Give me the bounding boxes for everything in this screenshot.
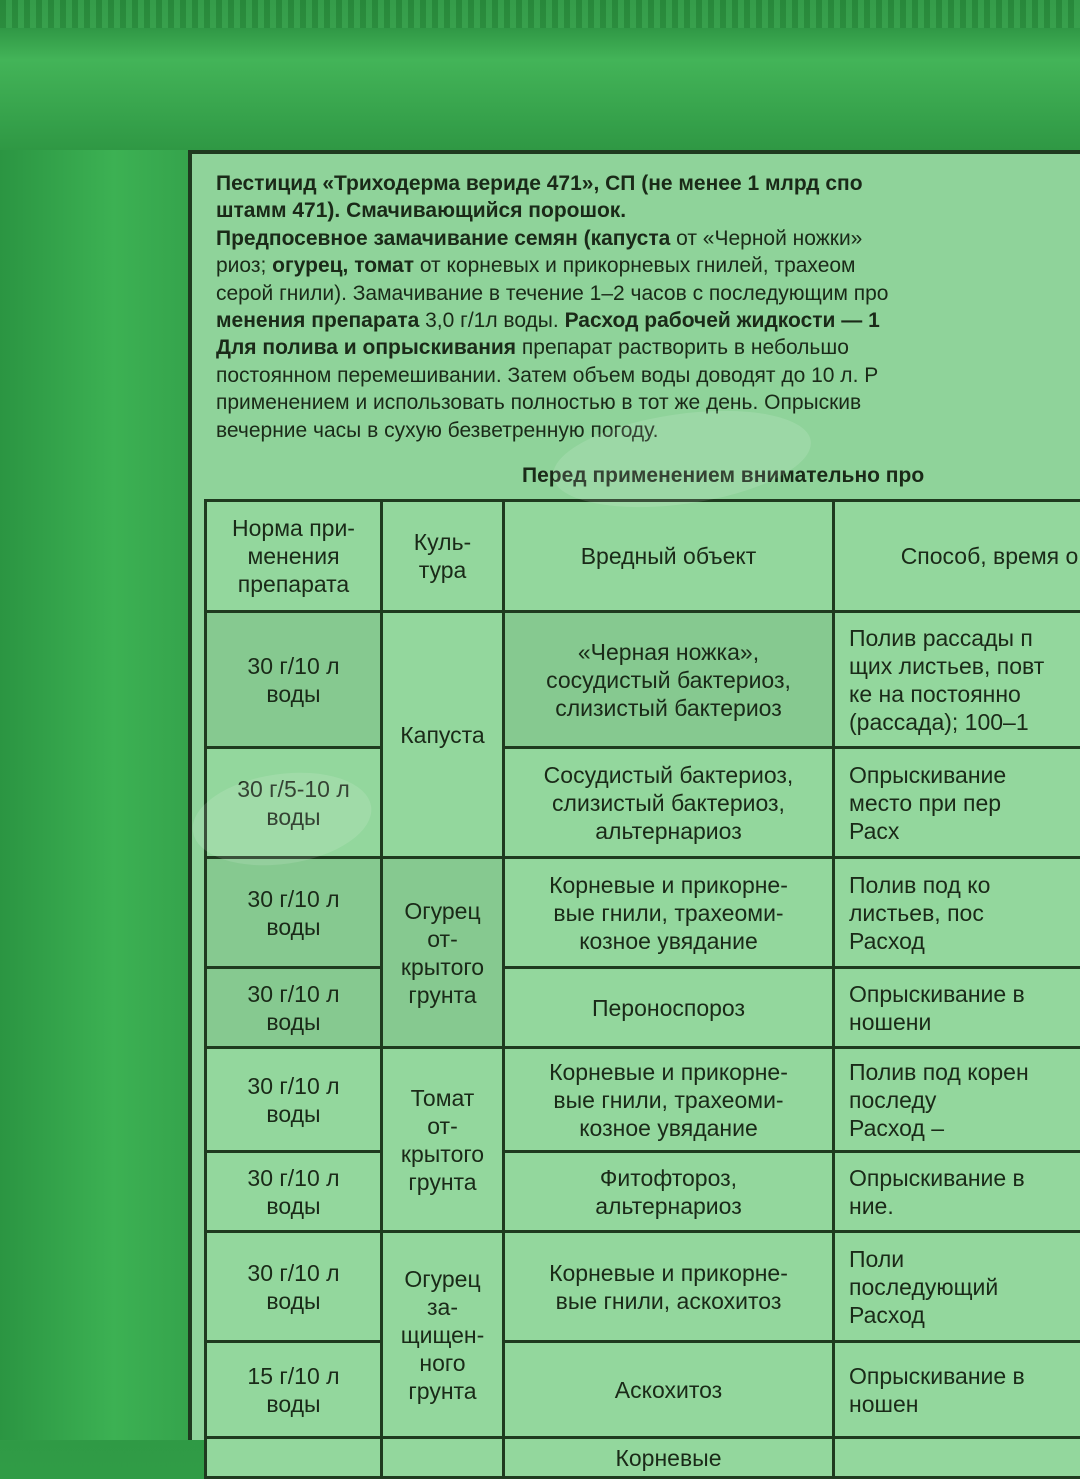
- culture-cell: Томат от- крытого грунта: [382, 1048, 504, 1232]
- dosage-table: [204, 499, 1080, 1479]
- culture-cell: Огурец от- крытого грунта: [382, 858, 504, 1048]
- pest-cell: Пероноспороз: [504, 968, 834, 1048]
- method-cell: Опрыскивание в ношени: [834, 968, 1080, 1048]
- intro-line-8: постоянном перемешивании. Затем объем воды доводят до 10 л. Р: [216, 362, 1080, 389]
- intro-line-6: менения препарата 3,0 г/1л воды. Расход рабочей жидкости — 1: [216, 307, 1080, 334]
- table-row: [206, 1232, 1080, 1342]
- table-row: [206, 1152, 1080, 1232]
- header-pest: Вредный объект: [504, 501, 834, 612]
- method-cell: Поли последующий Расход: [834, 1232, 1080, 1342]
- intro-line-10: вечерние часы в сухую безветренную погоду.: [216, 417, 1080, 444]
- norm-cell: [206, 1438, 382, 1478]
- pest-cell: Корневые и прикорне- вые гнили, трахеоми- козное увядание: [504, 858, 834, 968]
- method-cell: Опрыскивание в ние.: [834, 1152, 1080, 1232]
- table-row: [206, 968, 1080, 1048]
- method-cell: Полив под корен последу Расход –: [834, 1048, 1080, 1152]
- header-norm: Норма при- менения препарата: [206, 501, 382, 612]
- pest-cell: Аскохитоз: [504, 1342, 834, 1438]
- table-header-row: [206, 501, 1080, 612]
- pest-cell: Корневые и прикорне- вые гнили, аскохитоз: [504, 1232, 834, 1342]
- culture-cell: Огурец за- щищен- ного грунта: [382, 1232, 504, 1438]
- pest-cell: Корневые: [504, 1438, 834, 1478]
- method-cell: Полив под ко листьев, пос Расход: [834, 858, 1080, 968]
- intro-line-4: риоз; огурец, томат от корневых и прикорневых гнилей, трахеом: [216, 252, 1080, 279]
- table-row: [206, 1342, 1080, 1438]
- intro-line-2: штамм 471). Смачивающийся порошок.: [216, 197, 1080, 224]
- norm-cell: 30 г/10 л воды: [206, 612, 382, 748]
- norm-cell: 30 г/5-10 л воды: [206, 748, 382, 858]
- norm-cell: 30 г/10 л воды: [206, 968, 382, 1048]
- norm-cell: 30 г/10 л воды: [206, 1152, 382, 1232]
- table-row: [206, 612, 1080, 748]
- instruction-label: [188, 150, 1080, 1440]
- method-cell: Опрыскивание в ношен: [834, 1342, 1080, 1438]
- package-crimp: [0, 0, 1080, 28]
- intro-line-9: применением и использовать полностью в тот же день. Опрыскив: [216, 389, 1080, 416]
- read-before-heading: Перед применением внимательно про: [522, 464, 1080, 488]
- pest-cell: Сосудистый бактериоз, слизистый бактериоз, альтернариоз: [504, 748, 834, 858]
- method-cell: Полив рассады п щих листьев, повт ке на постоянно (рассада); 100–1: [834, 612, 1080, 748]
- intro-text: [216, 170, 1080, 444]
- norm-cell: 30 г/10 л воды: [206, 1232, 382, 1342]
- pest-cell: Фитофтороз, альтернариоз: [504, 1152, 834, 1232]
- method-cell: Опрыскивание место при пер Расх: [834, 748, 1080, 858]
- intro-line-5: серой гнили). Замачивание в течение 1–2 часов с последующим про: [216, 280, 1080, 307]
- method-cell: [834, 1438, 1080, 1478]
- norm-cell: 30 г/10 л воды: [206, 858, 382, 968]
- table-row: [206, 1048, 1080, 1152]
- intro-line-3: Предпосевное замачивание семян (капуста от «Черной ножки»: [216, 225, 1080, 252]
- intro-line-1: Пестицид «Триходерма вериде 471», СП (не менее 1 млрд спо: [216, 170, 1080, 197]
- norm-cell: 30 г/10 л воды: [206, 1048, 382, 1152]
- culture-cell: Капуста: [382, 612, 504, 858]
- table-row-partial: [206, 1438, 1080, 1478]
- header-method: Способ, время о: [834, 501, 1080, 612]
- pest-cell: «Черная ножка», сосудистый бактериоз, слизистый бактериоз: [504, 612, 834, 748]
- culture-cell: [382, 1438, 504, 1478]
- intro-line-7: Для полива и опрыскивания препарат растворить в небольшо: [216, 334, 1080, 361]
- table-row: [206, 858, 1080, 968]
- package-left-margin: [0, 150, 190, 1440]
- header-culture: Куль- тура: [382, 501, 504, 612]
- pest-cell: Корневые и прикорне- вые гнили, трахеоми- козное увядание: [504, 1048, 834, 1152]
- norm-cell: 15 г/10 л воды: [206, 1342, 382, 1438]
